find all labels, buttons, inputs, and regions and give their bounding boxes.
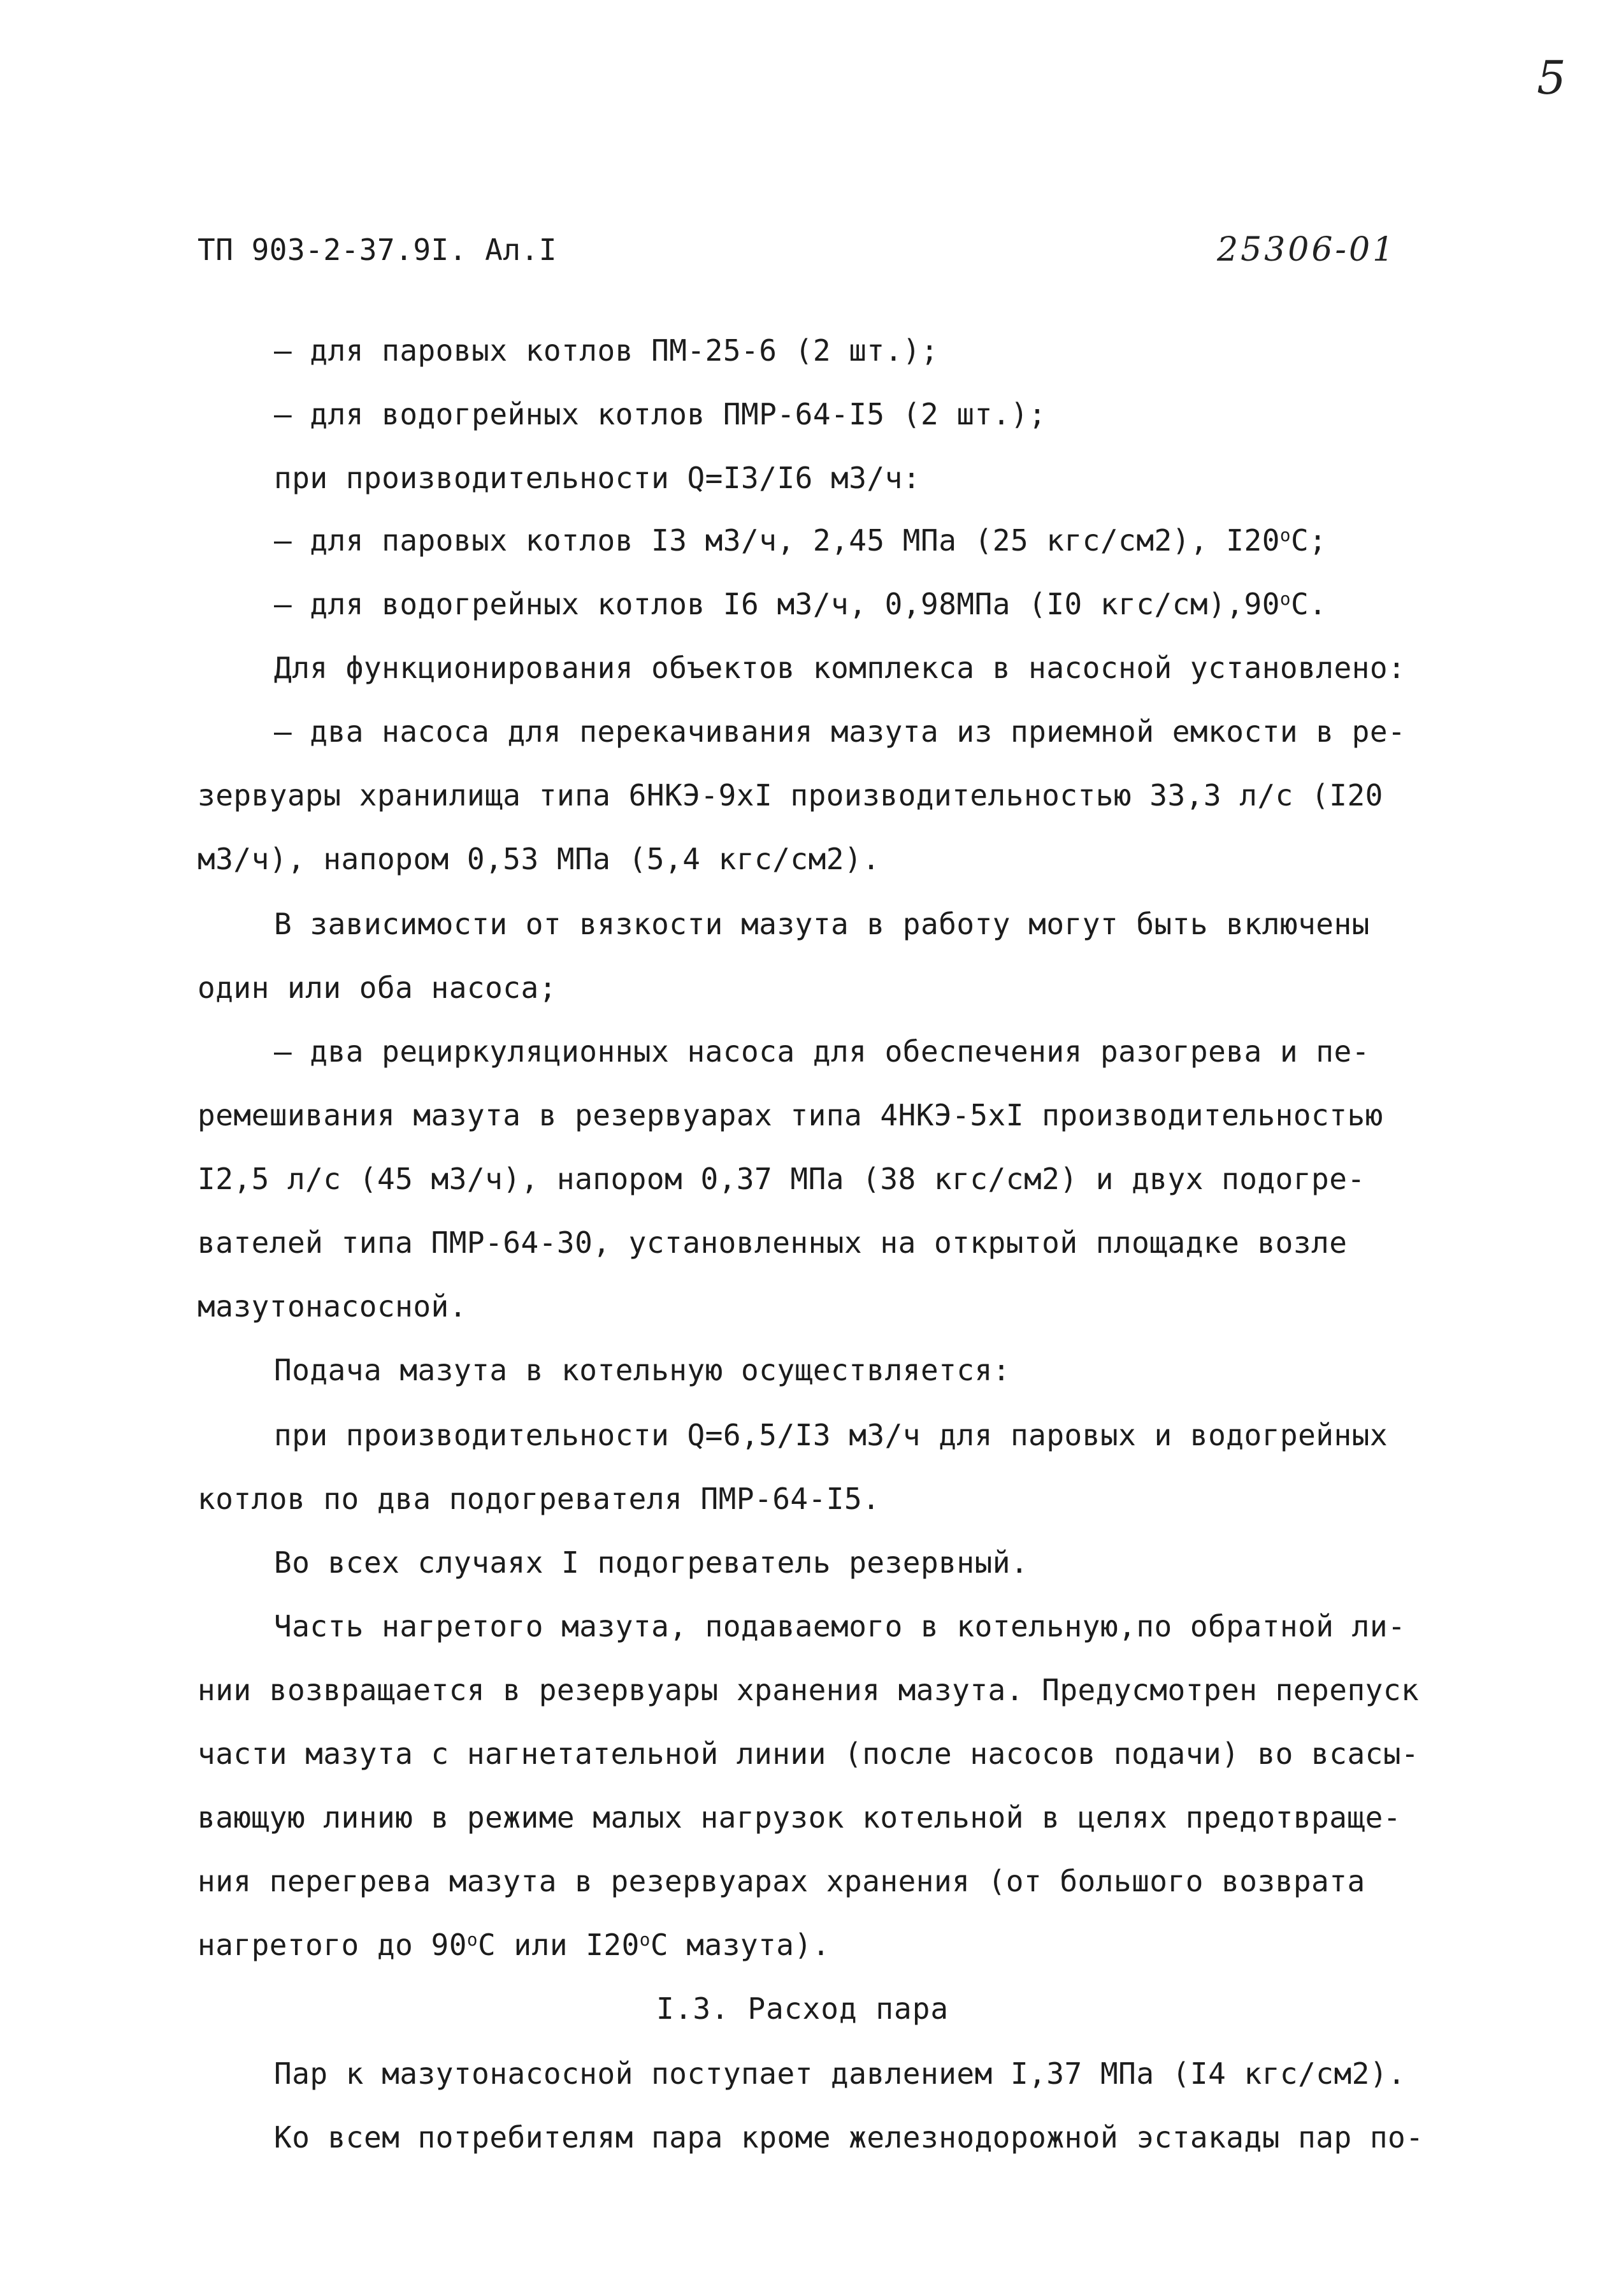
text-line-6: Для функционирования объектов комплекса в насосной установлено: [274, 651, 1406, 685]
text-line-25: ния перегрева мазута в резервуарах хранения (от большого возврата [198, 1864, 1365, 1898]
text-line-23: части мазута с нагнетательной линии (после насосов подачи) во всасы- [198, 1736, 1420, 1771]
text-line-5: – для водогрейных котлов I6 м3/ч, 0,98МПа (I0 кгс/см),90$^o$C. [274, 587, 1327, 621]
text-line-19: котлов по два подогревателя ПМР-64-I5. [198, 1482, 881, 1516]
text-line-18: при производительности Q=6,5/I3 м3/ч для паровых и водогрейных [274, 1418, 1388, 1452]
text-line-29: Ко всем потребителям пара кроме железнодорожной эстакады пар по- [274, 2120, 1424, 2155]
page-number: 5 [1537, 51, 1566, 105]
document-number: 25306-01 [1217, 231, 1397, 269]
text-line-10: В зависимости от вязкости мазута в работу могут быть включены [274, 907, 1370, 941]
section-heading: I.3. Расход пара [656, 1991, 949, 2026]
text-line-22: нии возвращается в резервуары хранения мазута. Предусмотрен перепуск [198, 1673, 1420, 1707]
text-line-15: вателей типа ПМР-64-30, установленных на открытой площадке возле [198, 1225, 1348, 1260]
text-line-24: вающую линию в режиме малых нагрузок котельной в целях предотвраще- [198, 1800, 1402, 1835]
text-line-20: Во всех случаях I подогреватель резервный. [274, 1545, 1029, 1580]
text-line-12: – два рециркуляционных насоса для обеспечения разогрева и пе- [274, 1034, 1370, 1069]
text-line-8: зервуары хранилища типа 6НКЭ-9хI производительностью 33,3 л/с (I20 [198, 778, 1383, 812]
text-line-7: – два насоса для перекачивания мазута из приемной емкости в ре- [274, 714, 1406, 749]
text-line-9: м3/ч), напором 0,53 МПа (5,4 кгс/см2). [198, 842, 881, 876]
text-line-3: при производительности Q=I3/I6 м3/ч: [274, 461, 921, 495]
text-line-16: мазутонасосной. [198, 1289, 467, 1324]
text-line-4: – для паровых котлов I3 м3/ч, 2,45 МПа (25 кгс/см2), I20$^o$C; [274, 523, 1327, 558]
text-line-21: Часть нагретого мазута, подаваемого в котельную,по обратной ли- [274, 1609, 1406, 1643]
text-line-11: один или оба насоса; [198, 971, 557, 1005]
text-line-26: нагретого до 90$^o$C или I20$^o$C мазута). [198, 1928, 830, 1962]
text-line-1: – для паровых котлов ПМ-25-6 (2 шт.); [274, 333, 939, 368]
text-line-13: ремешивания мазута в резервуарах типа 4НКЭ-5хI производительностью [198, 1098, 1383, 1132]
text-line-2: – для водогрейных котлов ПМР-64-I5 (2 шт.); [274, 397, 1047, 431]
text-line-17: Подача мазута в котельную осуществляется: [274, 1353, 1011, 1387]
document-code: ТП 903-2-37.9I. Ал.I [198, 233, 557, 267]
text-line-28: Пар к мазутонасосной поступает давлением I,37 МПа (I4 кгс/см2). [274, 2056, 1406, 2091]
text-line-14: I2,5 л/с (45 м3/ч), напором 0,37 МПа (38 кгс/см2) и двух подогре- [198, 1162, 1365, 1196]
